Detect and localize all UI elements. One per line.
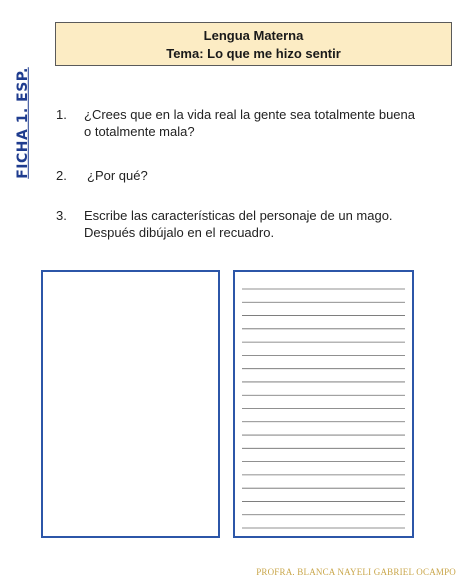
- header-box: [55, 22, 452, 66]
- question-number: 3.: [56, 208, 67, 223]
- question-number: 1.: [56, 107, 67, 122]
- question-text: ¿Por qué?: [87, 168, 148, 183]
- question-text: Escribe las características del personaje de un mago. Después dibújalo en el recuadro.: [84, 208, 393, 240]
- question-number: 2.: [56, 168, 67, 183]
- drawing-box[interactable]: [41, 270, 220, 538]
- writing-box[interactable]: [233, 270, 414, 538]
- header-title: Lengua Materna: [203, 28, 304, 43]
- footer-credit: PROFRA. BLANCA NAYELI GABRIEL OCAMPO: [256, 567, 456, 577]
- side-label-text: FICHA 1. ESP.: [15, 67, 31, 179]
- question-text: ¿Crees que en la vida real la gente sea totalmente buena o totalmente mala?: [84, 107, 415, 139]
- side-label: [12, 68, 34, 178]
- header-topic: Tema: Lo que me hizo sentir: [166, 46, 341, 61]
- writing-lines: [235, 272, 412, 536]
